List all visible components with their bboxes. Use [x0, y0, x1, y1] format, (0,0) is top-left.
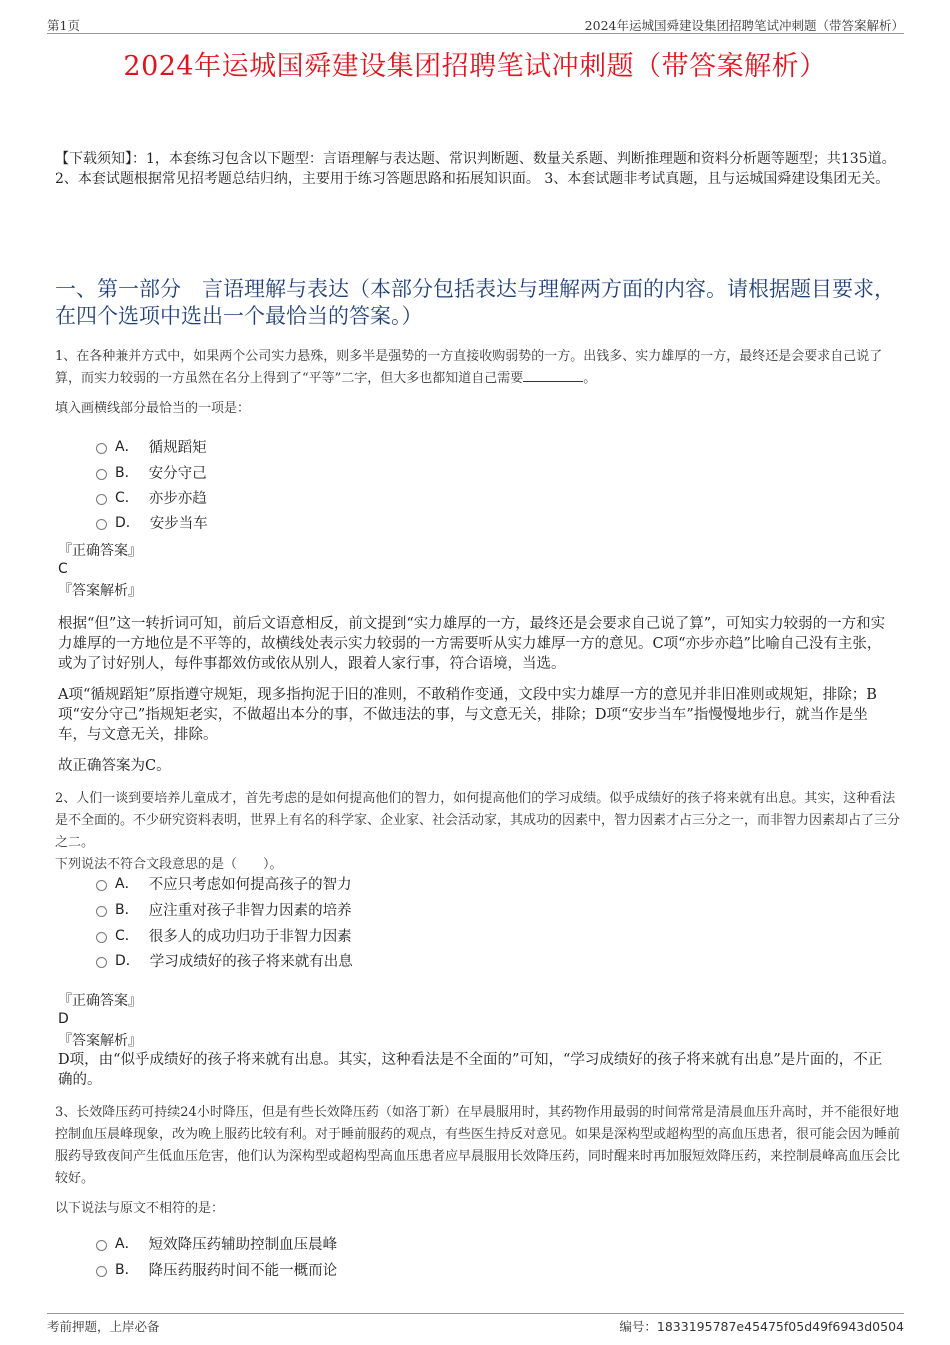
q1-option-d[interactable] [96, 512, 208, 532]
option-letter: C． [115, 928, 139, 944]
q1-option-b[interactable] [96, 462, 207, 482]
option-text: 应注重对孩子非智力因素的培养 [148, 902, 352, 919]
radio-icon[interactable] [96, 1240, 107, 1251]
option-text: 学习成绩好的孩子将来就有出息 [149, 953, 353, 970]
q2-option-b[interactable] [96, 899, 352, 919]
question-2-stem-text: 2、人们一谈到要培养儿童成才，首先考虑的是如何提高他们的智力，如何提高他们的学习成绩。似乎成绩好的孩子将来就有出息。其实，这种看法是不全面的。不少研究资料表明，世界上有名的科学家、企业家、社会活动家，其成功的因素中，智力因素才占三分之一，而非智力因素却占了三分之二。 [55, 791, 901, 850]
radio-icon[interactable] [96, 932, 107, 943]
q1-option-c[interactable] [96, 487, 207, 507]
option-text: 循规蹈矩 [148, 439, 207, 456]
q2-option-d[interactable] [96, 950, 353, 970]
q3-option-b[interactable] [96, 1259, 337, 1279]
option-letter: A． [115, 876, 139, 892]
q1-analysis-paragraph-1: 根据“但”这一转折词可知，前后文语意相反，前文提到“实力雄厚的一方，最终还是会要求自己说了算”，可知实力较弱的一方和实力雄厚的一方地位是不平等的，故横线处表示实力较弱的一方需要听从实力雄厚一方的意见。C项“亦步亦趋”比喻自己没有主张，或为了讨好别人，每件事都效仿或依从别人，跟着人家行事，符合语境，当选。 [58, 616, 886, 672]
option-letter: D． [115, 953, 140, 969]
q1-correct-label: 『正确答案』 [58, 543, 142, 559]
question-3-instruction: 以下说法与原文不相符的是： [55, 1201, 225, 1216]
q2-option-c[interactable] [96, 925, 352, 945]
option-letter: B． [115, 465, 139, 481]
q2-analysis-paragraph: D项，由“似乎成绩好的孩子将来就有出息。其实，这种看法是不全面的”可知，“学习成绩好的孩子将来就有出息”是片面的，不正确的。 [58, 1052, 883, 1088]
question-1-stem-text: 1、在各种兼并方式中，如果两个公司实力悬殊，则多半是强势的一方直接收购弱势的一方。出钱多、实力雄厚的一方，最终还是会要求自己说了算，而实力较弱的一方虽然在名分上得到了“平等”二字，但大多也都知道自己需要 [55, 349, 883, 386]
q1-correct-answer: C [58, 561, 68, 577]
q2-correct-label: 『正确答案』 [58, 993, 142, 1009]
q1-analysis-paragraph-2: A项“循规蹈矩”原指遵守规矩，现多指拘泥于旧的准则，不敢稍作变通，文段中实力雄厚一方的意见并非旧准则或规矩，排除；B项“安分守己”指规矩老实，不做超出本分的事，不做违法的事，与文意无关，排除；D项“安步当车”指慢慢地步行，就当作是坐车，与文意无关，排除。 [58, 687, 877, 743]
option-text: 亦步亦趋 [148, 490, 207, 507]
q3-option-a[interactable] [96, 1233, 337, 1253]
radio-icon[interactable] [96, 906, 107, 917]
radio-icon[interactable] [96, 494, 107, 505]
radio-icon[interactable] [96, 1266, 107, 1277]
download-notice: 【下载须知】：1，本套练习包含以下题型：言语理解与表达题、常识判断题、数量关系题、判断推理题和资料分析题等题型；共135道。 2、本套试题根据常见招考题总结归纳，主要用于练习答题思路和拓展知识面。 3、本套试题非考试真题，且与运城国舜建设集团无关。 [55, 151, 896, 187]
header-title: 2024年运城国舜建设集团招聘笔试冲刺题（带答案解析） [584, 18, 904, 33]
option-text: 安分守己 [148, 465, 207, 482]
question-1-instruction: 填入画横线部分最恰当的一项是： [55, 401, 251, 416]
question-2-stem [55, 788, 900, 876]
q1-analysis-label: 『答案解析』 [58, 583, 142, 599]
option-text: 不应只考虑如何提高孩子的智力 [148, 876, 352, 893]
question-1-stem-end: 。 [583, 371, 597, 386]
option-letter: A． [115, 1236, 139, 1252]
fill-in-blank [523, 368, 583, 382]
q2-correct-answer: D [58, 1011, 69, 1027]
radio-icon[interactable] [96, 880, 107, 891]
option-text: 安步当车 [149, 515, 208, 532]
footer-slogan: 考前押题，上岸必备 [47, 1319, 160, 1334]
section-heading: 一、第一部分 言语理解与表达（本部分包括表达与理解两方面的内容。请根据题目要求，在四个选项中选出一个最恰当的答案。） [55, 277, 895, 328]
q2-analysis-label: 『答案解析』 [58, 1033, 142, 1049]
question-3-stem: 3、长效降压药可持续24小时降压，但是有些长效降压药（如洛丁新）在早晨服用时，其药物作用最弱的时间常常是清晨血压升高时，并不能很好地控制血压晨峰现象，改为晚上服药比较有利。对于睡前服药的观点，有些医生持反对意见。如果是深构型或超构型的高血压患者，很可能会因为睡前服药导致夜间产生低血压危害，他们认为深构型或超构型高血压患者应早晨服用长效降压药，同时醒来时再加服短效降压药，来控制晨峰高血压会比较好。 [55, 1105, 901, 1186]
option-letter: D． [115, 515, 140, 531]
radio-icon[interactable] [96, 469, 107, 480]
option-text: 降压药服药时间不能一概而论 [148, 1262, 338, 1279]
radio-icon[interactable] [96, 957, 107, 968]
document-title: 2024年运城国舜建设集团招聘笔试冲刺题（带答案解析） [123, 51, 827, 82]
option-letter: B． [115, 902, 139, 918]
question-2-instruction: 下列说法不符合文段意思的是（ ）。 [55, 857, 283, 872]
page-header [47, 14, 904, 34]
option-text: 短效降压药辅助控制血压晨峰 [148, 1236, 338, 1253]
option-letter: A． [115, 439, 139, 455]
question-1-stem [55, 346, 900, 390]
q1-analysis-paragraph-3: 故正确答案为C。 [58, 758, 171, 774]
radio-icon[interactable] [96, 519, 107, 530]
radio-icon[interactable] [96, 443, 107, 454]
footer-doc-id: 编号：1833195787e45475f05d49f6943d0504 [619, 1319, 904, 1334]
page-footer [47, 1313, 904, 1333]
option-letter: B． [115, 1262, 139, 1278]
q1-option-a[interactable] [96, 436, 207, 456]
page-number: 第1页 [47, 18, 80, 33]
q2-option-a[interactable] [96, 873, 352, 893]
option-letter: C． [115, 490, 139, 506]
option-text: 很多人的成功归功于非智力因素 [148, 928, 352, 945]
